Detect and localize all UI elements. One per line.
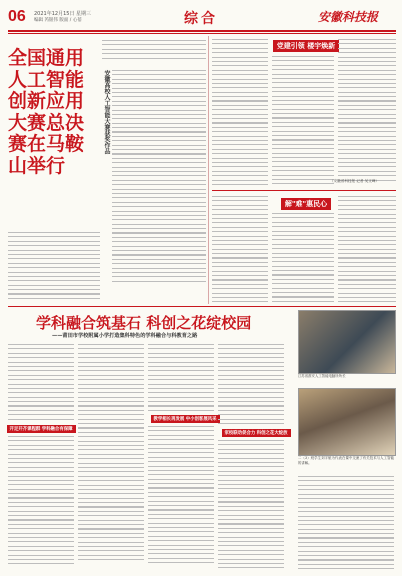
date-line: 2021年12月15日 星期三 xyxy=(34,11,92,17)
main-article xyxy=(8,310,396,572)
photo-caption-1: 江苏省淮安人工智能电脑所所长 xyxy=(298,374,346,378)
party-article xyxy=(212,36,396,188)
header-rule xyxy=(8,30,396,32)
page-number: 06 xyxy=(8,8,26,25)
party-bottom-rule xyxy=(212,190,396,191)
editor-line: 编辑 芮银伟 版面 / 心蓓 xyxy=(34,18,82,23)
main-subhead: ——莆田市学校附属小学打造集科特色的学科融合与科教育之路 xyxy=(52,333,198,339)
party-caption: （安徽省科技报 记者 吴文峰） xyxy=(330,179,380,183)
difficulty-heading: 解"难"惠民心 xyxy=(281,198,331,210)
photo-students xyxy=(298,388,396,456)
brand-logo: 安徽科技报 xyxy=(318,10,379,24)
section-divider xyxy=(8,306,396,307)
left-headline: 全国通用人工智能创新应用大赛总决赛在马鞍山举行 xyxy=(8,47,85,177)
photo-caption-2: 二（3）班学生刘宇航为代表在课中交流了有关技术与人工智能的讲解。 xyxy=(298,456,394,465)
section-title: 综合 xyxy=(184,11,218,27)
party-heading: 党建引领 楼宇焕新 xyxy=(273,40,339,52)
difficulty-article xyxy=(212,193,396,303)
section-3-title: 家校联动促合力 科创之花大绽放 xyxy=(222,429,291,437)
section-1-title: 开足开齐课程群 学科融合有保障 xyxy=(7,425,76,433)
page-header xyxy=(8,10,396,30)
left-subhead: 安徽高校人工智能大赛获奖作品 xyxy=(103,70,110,154)
left-article xyxy=(8,36,208,308)
main-headline: 学科融合筑基石 科创之花绽校园 xyxy=(36,314,252,332)
photo-robot-class xyxy=(298,310,396,374)
section-2-title: 教学相长再发展 中小创客展风采 xyxy=(151,415,220,423)
header-rule-thin xyxy=(8,33,396,34)
column-divider xyxy=(208,36,209,304)
